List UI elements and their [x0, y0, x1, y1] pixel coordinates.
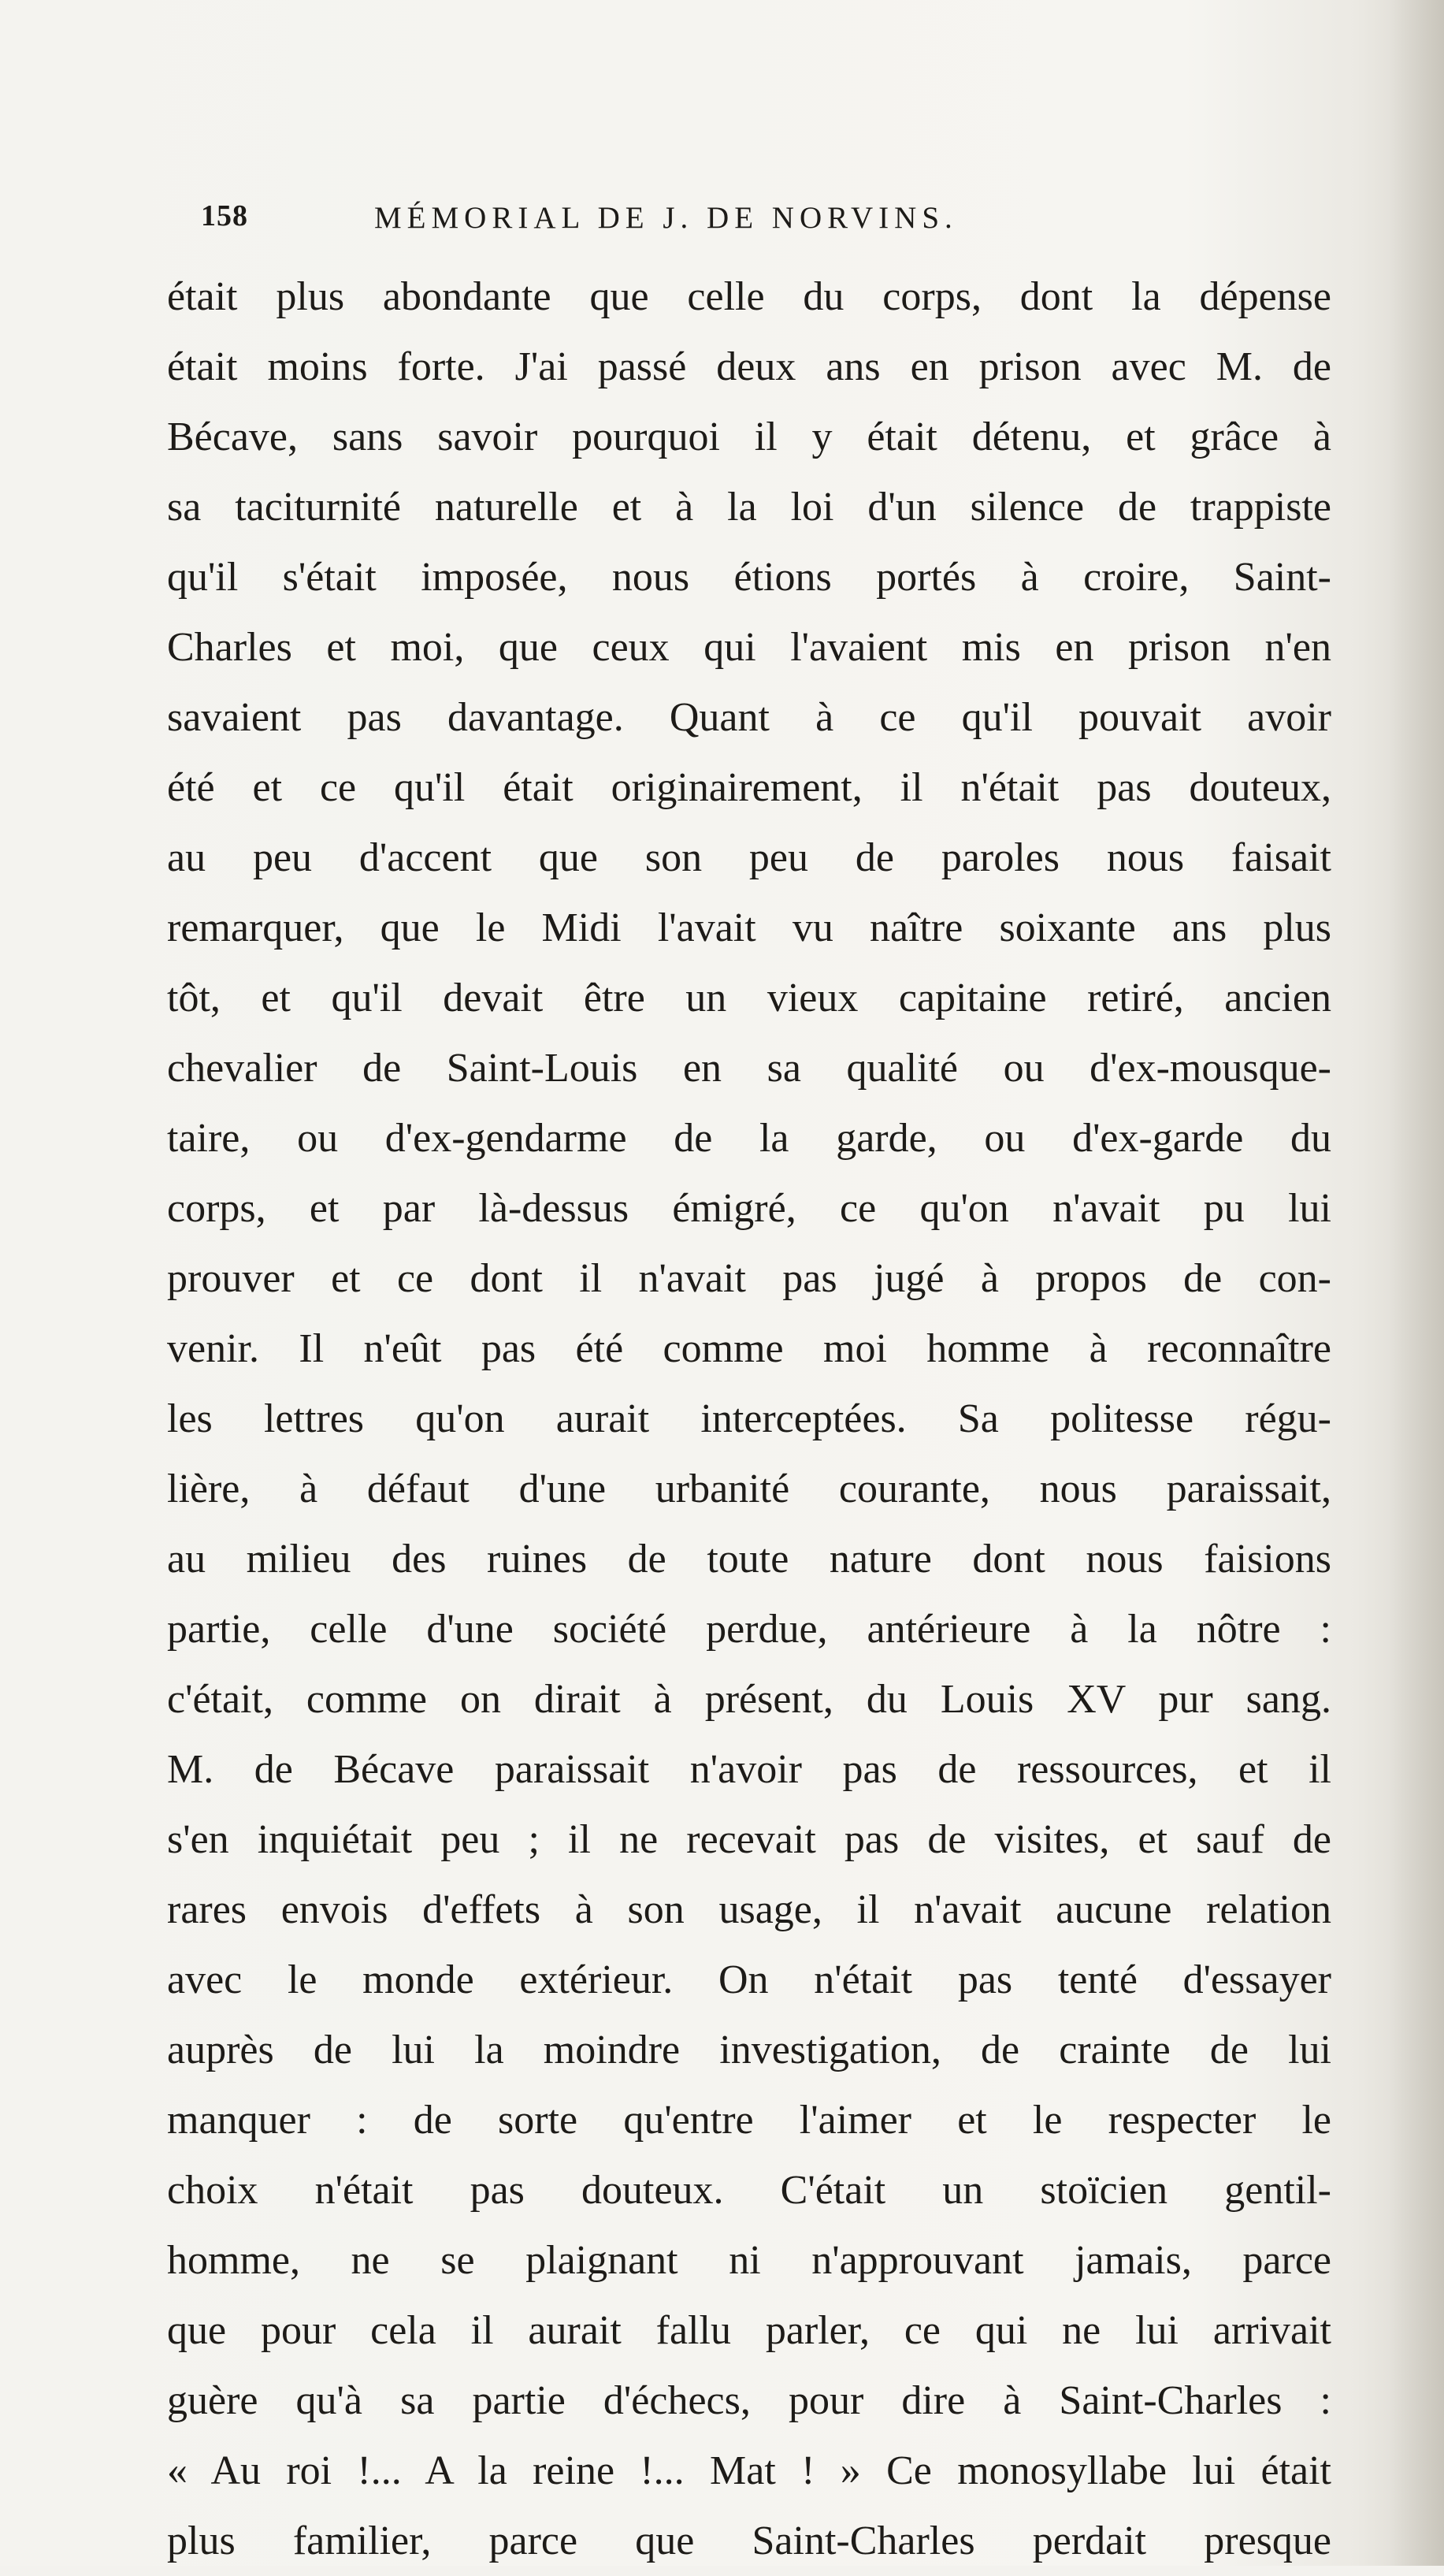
body-text [167, 262, 1331, 2576]
text-line: lière, à défaut d'une urbanité courante, nous paraissait, [167, 1466, 1331, 1511]
text-line: au peu d'accent que son peu de paroles nous faisait [167, 835, 1331, 880]
running-title: MÉMORIAL DE J. DE NORVINS. [374, 201, 958, 235]
text-line: c'était, comme on dirait à présent, du Louis XV pur sang. [167, 1677, 1331, 1722]
text-line: rares envois d'effets à son usage, il n'avait aucune relation [167, 1887, 1331, 1932]
text-line: Bécave, sans savoir pourquoi il y était détenu, et grâce à [167, 414, 1331, 459]
text-line: que pour cela il aurait fallu parler, ce qui ne lui arrivait [167, 2308, 1331, 2353]
text-line: était moins forte. J'ai passé deux ans en prison avec M. de [167, 344, 1331, 389]
text-line: sa taciturnité naturelle et à la loi d'un silence de trappiste [167, 485, 1331, 530]
text-line: était plus abondante que celle du corps, dont la dépense [167, 274, 1331, 319]
page-header [201, 199, 1095, 262]
text-line: auprès de lui la moindre investigation, de crainte de lui [167, 2028, 1331, 2072]
text-line: Charles et moi, que ceux qui l'avaient mis en prison n'en [167, 625, 1331, 670]
text-line: prouver et ce dont il n'avait pas jugé à propos de con- [167, 1256, 1331, 1301]
text-line: s'en inquiétait peu ; il ne recevait pas de visites, et sauf de [167, 1817, 1331, 1862]
text-line: savaient pas davantage. Quant à ce qu'il pouvait avoir [167, 695, 1331, 740]
text-line: chevalier de Saint-Louis en sa qualité ou d'ex-mousque- [167, 1046, 1331, 1091]
text-line: homme, ne se plaignant ni n'approuvant jamais, parce [167, 2238, 1331, 2283]
text-line: manquer : de sorte qu'entre l'aimer et le respecter le [167, 2098, 1331, 2143]
text-line: guère qu'à sa partie d'échecs, pour dire à Saint-Charles : [167, 2378, 1331, 2423]
text-line: qu'il s'était imposée, nous étions portés à croire, Saint- [167, 555, 1331, 600]
text-line: au milieu des ruines de toute nature dont nous faisions [167, 1537, 1331, 1582]
text-line: les lettres qu'on aurait interceptées. Sa politesse régu- [167, 1396, 1331, 1441]
text-line: taire, ou d'ex-gendarme de la garde, ou d'ex-garde du [167, 1116, 1331, 1161]
text-line: partie, celle d'une société perdue, antérieure à la nôtre : [167, 1607, 1331, 1652]
text-line: avec le monde extérieur. On n'était pas tenté d'essayer [167, 1957, 1331, 2002]
page-number: 158 [201, 199, 248, 232]
text-line: choix n'était pas douteux. C'était un stoïcien gentil- [167, 2168, 1331, 2213]
text-line: venir. Il n'eût pas été comme moi homme à reconnaître [167, 1326, 1331, 1371]
text-line: tôt, et qu'il devait être un vieux capitaine retiré, ancien [167, 976, 1331, 1020]
text-line: M. de Bécave paraissait n'avoir pas de ressources, et il [167, 1747, 1331, 1792]
text-line: « Au roi !... A la reine !... Mat ! » Ce monosyllabe lui était [167, 2448, 1331, 2493]
text-line: remarquer, que le Midi l'avait vu naître soixante ans plus [167, 905, 1331, 950]
text-line: plus familier, parce que Saint-Charles perdait presque [167, 2518, 1331, 2563]
text-line: été et ce qu'il était originairement, il n'était pas douteux, [167, 765, 1331, 810]
text-line: corps, et par là-dessus émigré, ce qu'on n'avait pu lui [167, 1186, 1331, 1231]
page-edge-shadow [1389, 0, 1444, 2566]
